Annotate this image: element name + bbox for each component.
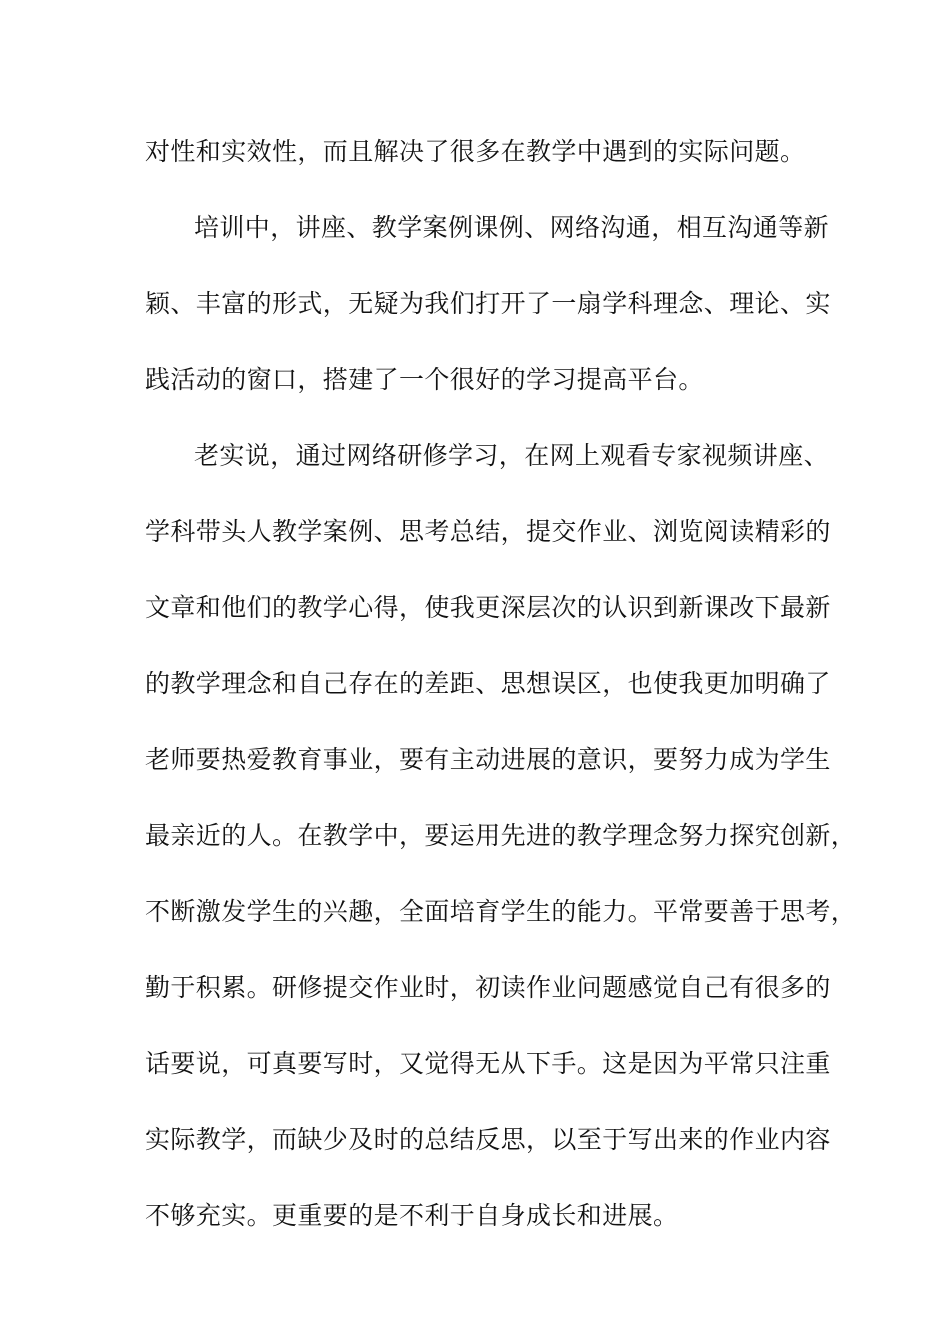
text-line: 老实说，通过网络研修学习，在网上观看专家视频讲座、 bbox=[194, 441, 830, 470]
text-line: 颖、丰富的形式，无疑为我们打开了一扇学科理念、理论、实 bbox=[145, 289, 831, 318]
text-line: 老师要热爱教育事业，要有主动进展的意识，要努力成为学生 bbox=[145, 745, 831, 774]
text-line: 不断激发学生的兴趣，全面培育学生的能力。平常要善于思考， bbox=[145, 897, 857, 926]
text-line: 培训中，讲座、教学案例课例、网络沟通，相互沟通等新 bbox=[194, 213, 830, 242]
text-line: 勤于积累。研修提交作业时，初读作业问题感觉自己有很多的 bbox=[145, 973, 831, 1002]
text-line: 最亲近的人。在教学中，要运用先进的教学理念努力探究创新， bbox=[145, 821, 857, 850]
text-line: 对性和实效性，而且解决了很多在教学中遇到的实际问题。 bbox=[145, 137, 806, 166]
text-line: 话要说，可真要写时，又觉得无从下手。这是因为平常只注重 bbox=[145, 1049, 831, 1078]
text-line: 实际教学，而缺少及时的总结反思，以至于写出来的作业内容 bbox=[145, 1125, 831, 1154]
text-line: 学科带头人教学案例、思考总结，提交作业、浏览阅读精彩的 bbox=[145, 517, 831, 546]
text-line: 不够充实。更重要的是不利于自身成长和进展。 bbox=[145, 1201, 679, 1230]
text-line: 文章和他们的教学心得，使我更深层次的认识到新课改下最新 bbox=[145, 593, 831, 622]
text-line: 践活动的窗口，搭建了一个很好的学习提高平台。 bbox=[145, 365, 704, 394]
text-line: 的教学理念和自己存在的差距、思想误区，也使我更加明确了 bbox=[145, 669, 831, 698]
